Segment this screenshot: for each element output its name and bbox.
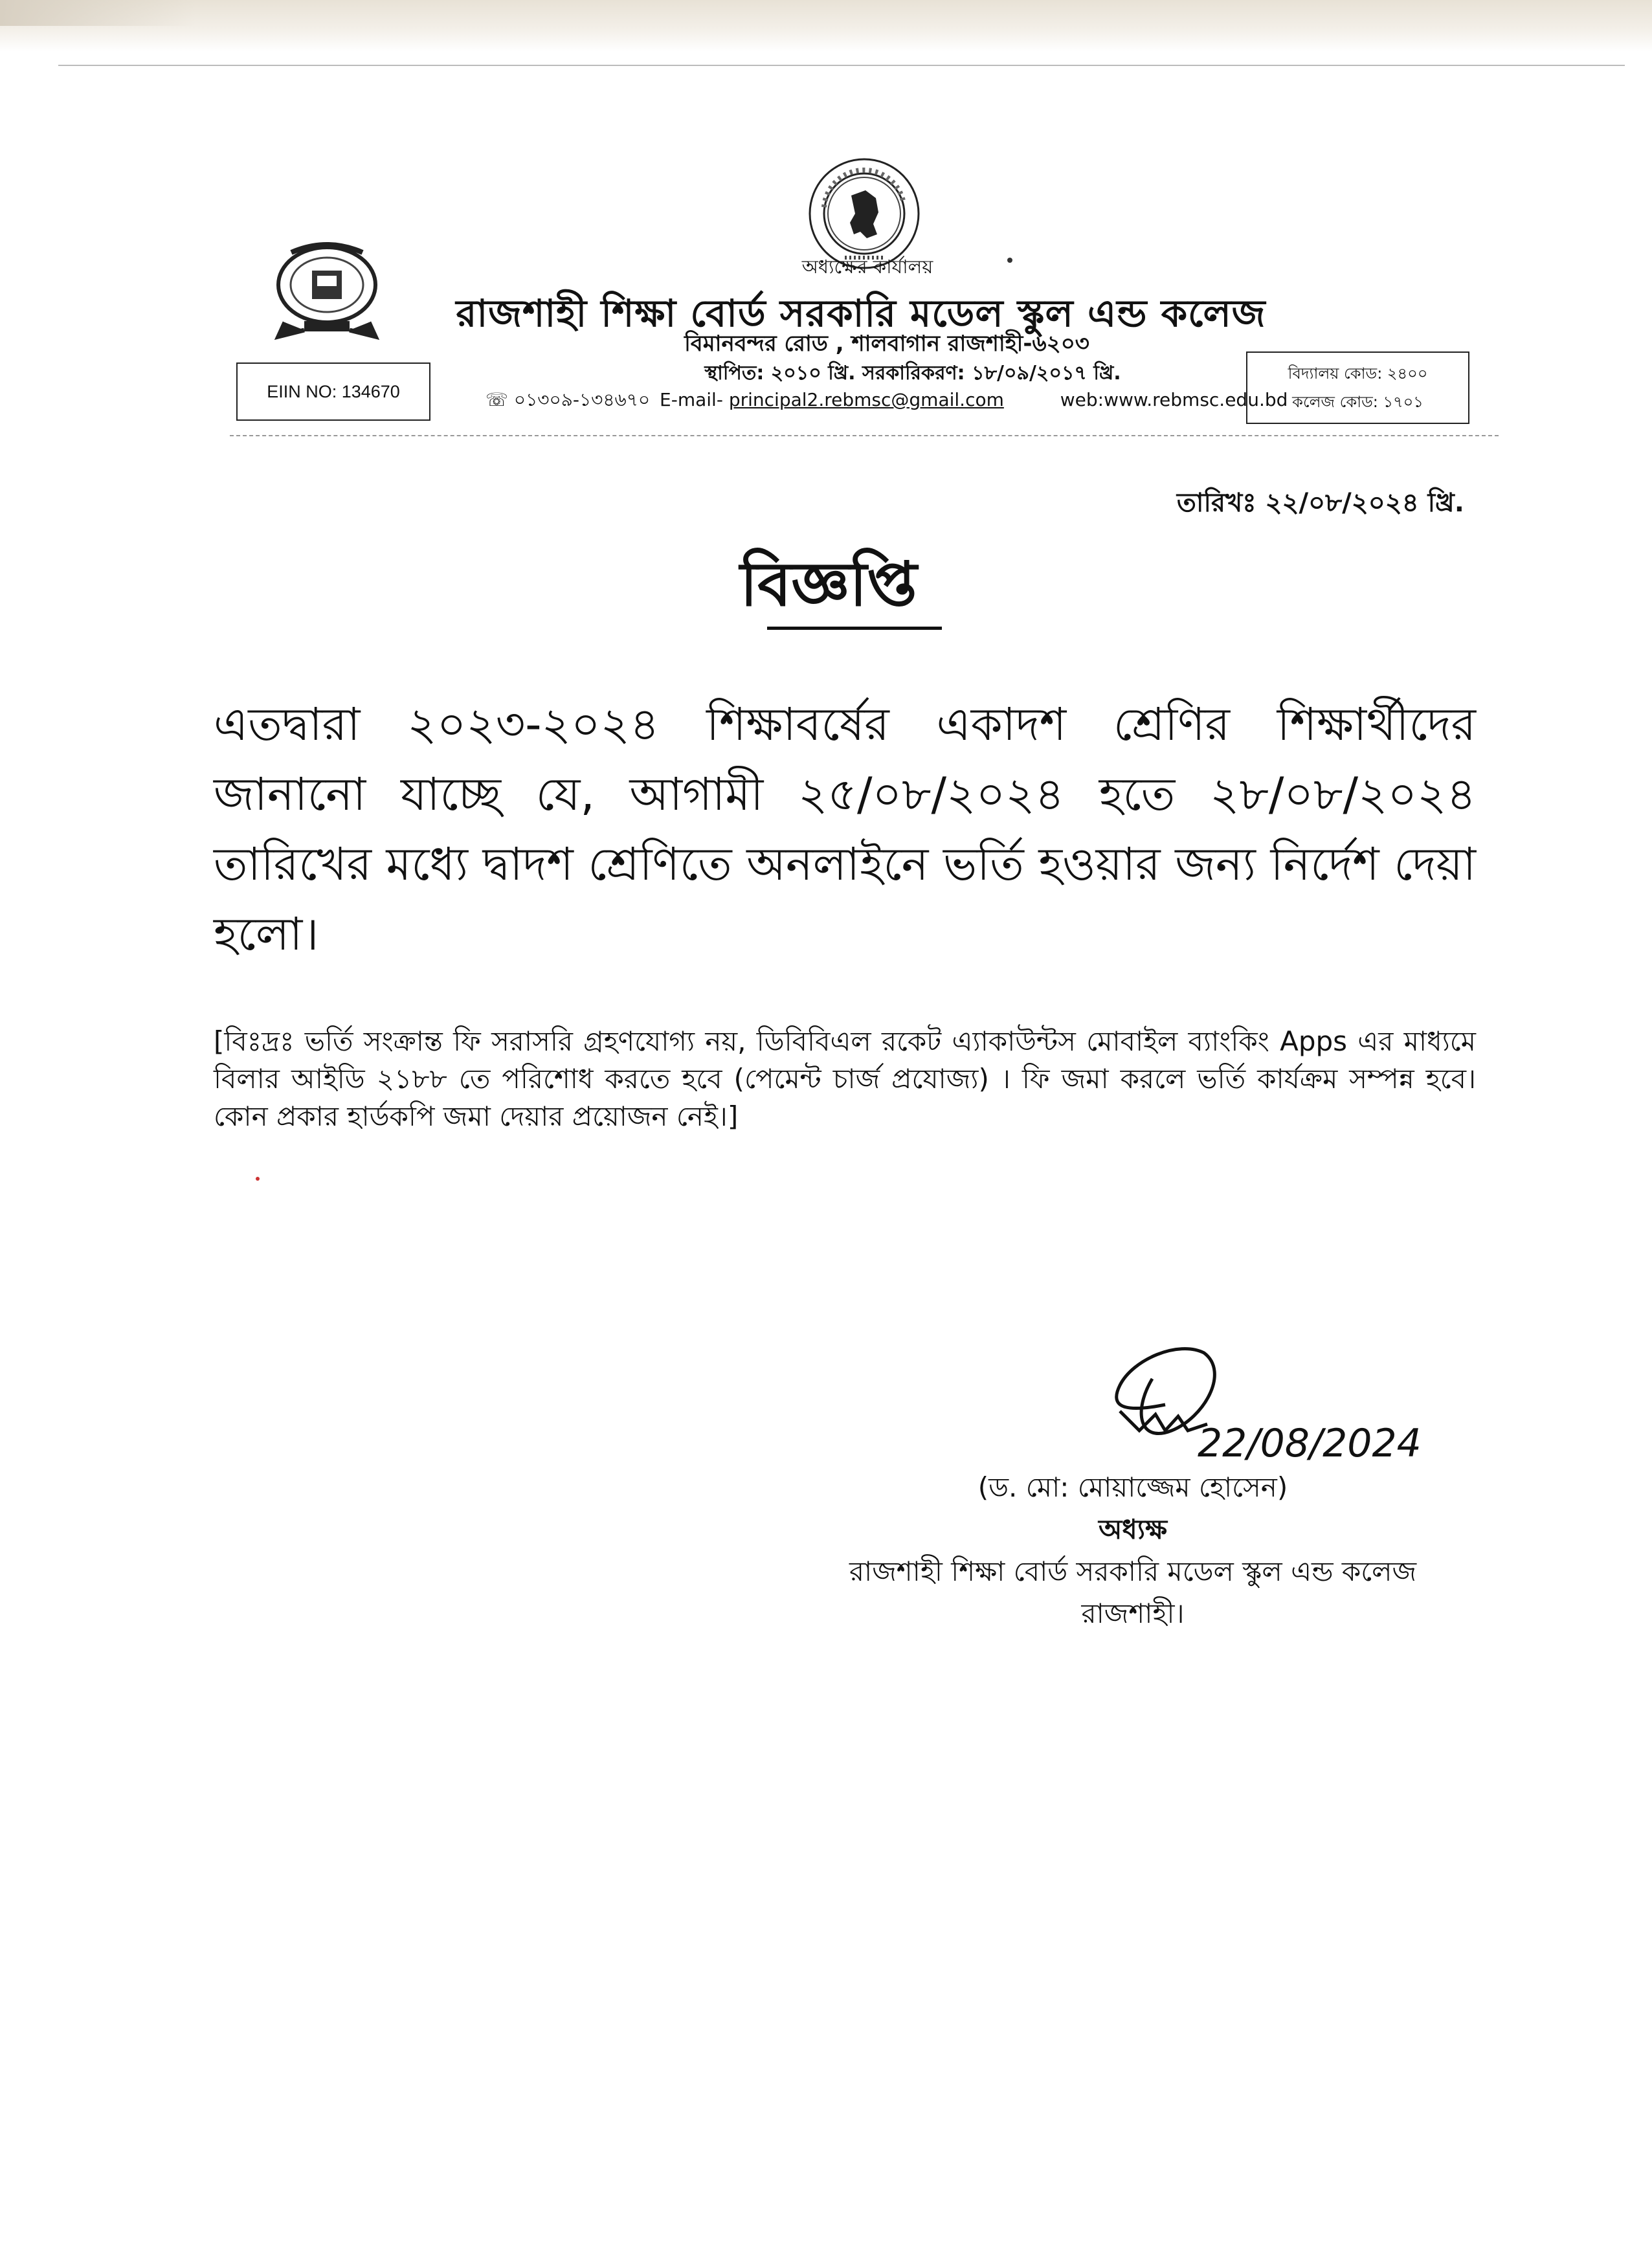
signatory-name: (ড. মো: মোয়াজ্জেম হোসেন)	[977, 1471, 1288, 1503]
school-code: বিদ্যালয় কোড: ২৪০০	[1288, 364, 1428, 383]
institution-codes-box	[1246, 351, 1469, 424]
institution-address: বিমানবন্দর রোড , শালবাগান রাজশাহী-৬২০৩	[684, 331, 1089, 357]
signatory-title: অধ্যক্ষ	[1098, 1513, 1168, 1545]
title-underline	[767, 627, 942, 630]
signature-date: 22/08/2024	[1198, 1421, 1422, 1466]
scan-top-edge	[0, 0, 1652, 52]
top-divider	[58, 65, 1625, 66]
scan-speck	[256, 1177, 260, 1181]
school-logo	[265, 240, 388, 343]
eiin-number: EIIN NO: 134670	[267, 381, 400, 401]
website-link[interactable]: web:www.rebmsc.edu.bd	[1060, 389, 1288, 410]
college-code: কলেজ কোড: ১৭০১	[1292, 393, 1423, 411]
phone-number: ☏ ০১৩০৯-১৩৪৬৭০	[486, 389, 651, 410]
office-label: অধ্যক্ষের কার্যালয়	[801, 256, 933, 278]
notice-note: [বিঃদ্রঃ ভর্তি সংক্রান্ত ফি সরাসরি গ্রহণযোগ্য নয়, ডিবিবিএল রকেট এ্যাকাউন্টস মোবাইল ব্যাংকিং Apps এর মাধ্যমে বিলার আইডি ২১৮৮ তে পরিশোধ করতে হবে (পেমেন্ট চার্জ প্রযোজ্য) । ফি জমা করলে ভর্তি কার্যক্রম সম্পন্ন হবে। কোন প্রকার হার্ডকপি জমা দেয়ার প্রয়োজন নেই।]	[214, 1025, 1476, 1132]
institution-name: রাজশাহী শিক্ষা বোর্ড সরকারি মডেল স্কুল এন্ড কলেজ	[456, 291, 1266, 335]
email-link[interactable]: principal2.rebmsc@gmail.com	[728, 389, 1004, 410]
establishment-info: স্থাপিত: ২০১০ খ্রি. সরকারিকরণ: ১৮/০৯/২০১৭ খ্রি.	[704, 362, 1121, 385]
email-label: E-mail-	[660, 389, 723, 410]
scan-shadow	[0, 0, 194, 26]
notice-title: বিজ্ঞপ্তি	[740, 550, 917, 620]
notice-body: এতদ্বারা ২০২৩-২০২৪ শিক্ষাবর্ষের একাদশ শ্রেণির শিক্ষার্থীদের জানানো যাচ্ছে যে, আগামী ২৫/০৮/২০২৪ হতে ২৮/০৮/২০২৪ তারিখের মধ্যে দ্বাদশ শ্রেণিতে অনলাইনে ভর্তি হওয়ার জন্য নির্দেশ দেয়া হলো।	[214, 698, 1476, 961]
signatory-institution: রাজশাহী শিক্ষা বোর্ড সরকারি মডেল স্কুল এন্ড কলেজ	[849, 1555, 1417, 1587]
eiin-box	[236, 362, 430, 421]
signatory-city: রাজশাহী।	[1081, 1598, 1185, 1629]
notice-date: তারিখঃ ২২/০৮/২০২৪ খ্রি.	[1176, 488, 1464, 518]
contact-line	[486, 386, 1288, 416]
letterhead-divider	[230, 435, 1499, 436]
scan-speck	[1007, 258, 1012, 263]
